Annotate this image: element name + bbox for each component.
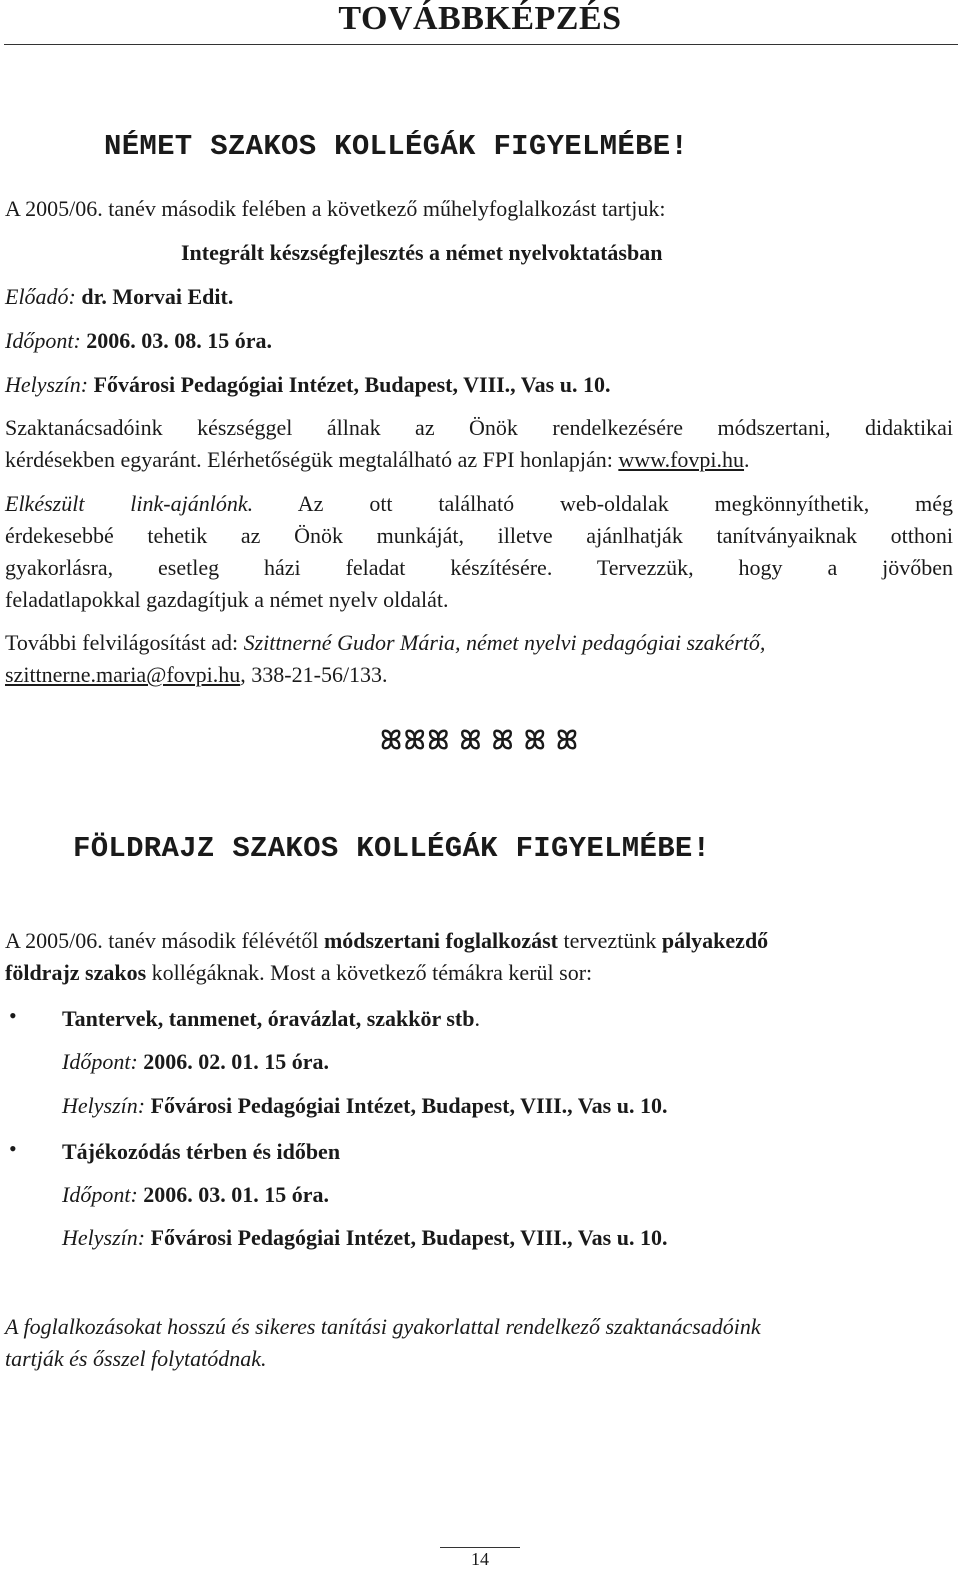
presenter-value: dr. Morvai Edit. [81,284,234,309]
closing-line-2: tartják és ősszel folytatódnak. [5,1346,267,1371]
intro-bold-b: módszertani foglalkozást [323,928,558,953]
presenter-label: Előadó: [5,284,76,309]
topic-time [62,1046,329,1078]
geography-intro-line-1 [5,925,768,957]
topic-title-end: . [474,1006,480,1031]
time-value: 2006. 03. 08. 15 óra. [86,328,273,353]
topic-place-label: Helyszín: [62,1093,146,1118]
advisors-text: kérdésekben egyaránt. Elérhetőségük megtalálható az FPI honlapján: [5,447,619,472]
links-line-4: feladatlapokkal gazdagítjuk a német nyelv oldalát. [5,587,449,612]
bullet-marker: • [9,1003,17,1028]
section-heading-geography: FÖLDRAJZ SZAKOS KOLLÉGÁK FIGYELMÉBE! [73,832,711,865]
intro-bold-e: földrajz szakos [5,960,147,985]
place-value: Fővárosi Pedagógiai Intézet, Budapest, VIII., Vas u. 10. [93,372,611,397]
time-label: Időpont: [5,328,81,353]
topic-place [62,1222,667,1254]
topic-time-label: Időpont: [62,1182,138,1207]
links-line-1 [5,488,953,520]
intro-text-f: kollégáknak. Most a következő témákra kerül sor: [146,960,593,985]
intro-text-c: terveztünk [557,928,662,953]
topic-place-label: Helyszín: [62,1225,146,1250]
bullet-marker: • [9,1136,17,1161]
links-line-1-rest: Az ott található web-oldalak megkönnyíthetik, még [253,491,954,516]
german-time [5,325,272,357]
topic-time-value: 2006. 02. 01. 15 óra. [143,1049,330,1074]
topic-place [62,1090,667,1122]
topic-title-text: Tájékozódás térben és időben [62,1139,341,1164]
intro-text-a: A 2005/06. tanév második félévétől [5,928,324,953]
topic-title [62,1136,340,1168]
place-label: Helyszín: [5,372,89,397]
links-line-2: érdekesebbé tehetik az Önök munkáját, illetve ajánlhatják tanítványaiknak otthoni [5,523,953,548]
contact-line-2 [5,659,388,691]
header-divider [4,44,958,45]
topic-time-label: Időpont: [62,1049,138,1074]
section-heading-german: NÉMET SZAKOS KOLLÉGÁK FIGYELMÉBE! [104,130,689,163]
contact-prefix: További felvilágosítást ad: [5,630,244,655]
website-dot: . [744,447,750,472]
advisors-line-1: Szaktanácsadóink készséggel állnak az Önök rendelkezésére módszertani, didaktikai [5,415,953,440]
topic-title-text: Tantervek, tanmenet, óravázlat, szakkör stb [62,1006,475,1031]
closing-line-1: A foglalkozásokat hosszú és sikeres tanítási gyakorlattal rendelkező szaktanácsadóink [5,1314,761,1339]
contact-line-1 [5,627,765,659]
contact-email-link[interactable]: szittnerne.maria@fovpi.hu [5,662,241,687]
german-presenter [5,281,233,313]
topic-place-value: Fővárosi Pedagógiai Intézet, Budapest, VIII., Vas u. 10. [150,1225,668,1250]
links-line-3: gyakorlásra, esetleg házi feladat készítésére. Tervezzük, hogy a jövőben [5,555,953,580]
links-recommendation: Elkészült link-ajánlónk. [5,491,254,516]
intro-bold-d: pályakezdő [661,928,769,953]
topic-place-value: Fővárosi Pedagógiai Intézet, Budapest, VIII., Vas u. 10. [150,1093,668,1118]
advisors-line-2 [5,444,750,476]
geography-intro-line-2 [5,957,592,989]
dingbat-separator: ꕤꕤꕤ ꕤ ꕤ ꕤ ꕤ [380,726,580,755]
german-event-title: Integrált készségfejlesztés a német nyelvoktatásban [181,240,663,265]
page-number: 14 [471,1549,489,1569]
contact-name: Szittnerné Gudor Mária, német nyelvi pedagógiai szakértő, [243,630,766,655]
contact-phone: , 338-21-56/133. [240,662,388,687]
topic-time [62,1179,329,1211]
topic-title [62,1003,480,1035]
page-header-title: TOVÁBBKÉPZÉS [338,0,622,37]
website-link[interactable]: www.fovpi.hu [618,447,745,472]
topic-time-value: 2006. 03. 01. 15 óra. [143,1182,330,1207]
german-intro: A 2005/06. tanév második felében a következő műhelyfoglalkozást tartjuk: [5,196,666,221]
footer-divider [440,1547,520,1548]
german-place [5,369,610,401]
